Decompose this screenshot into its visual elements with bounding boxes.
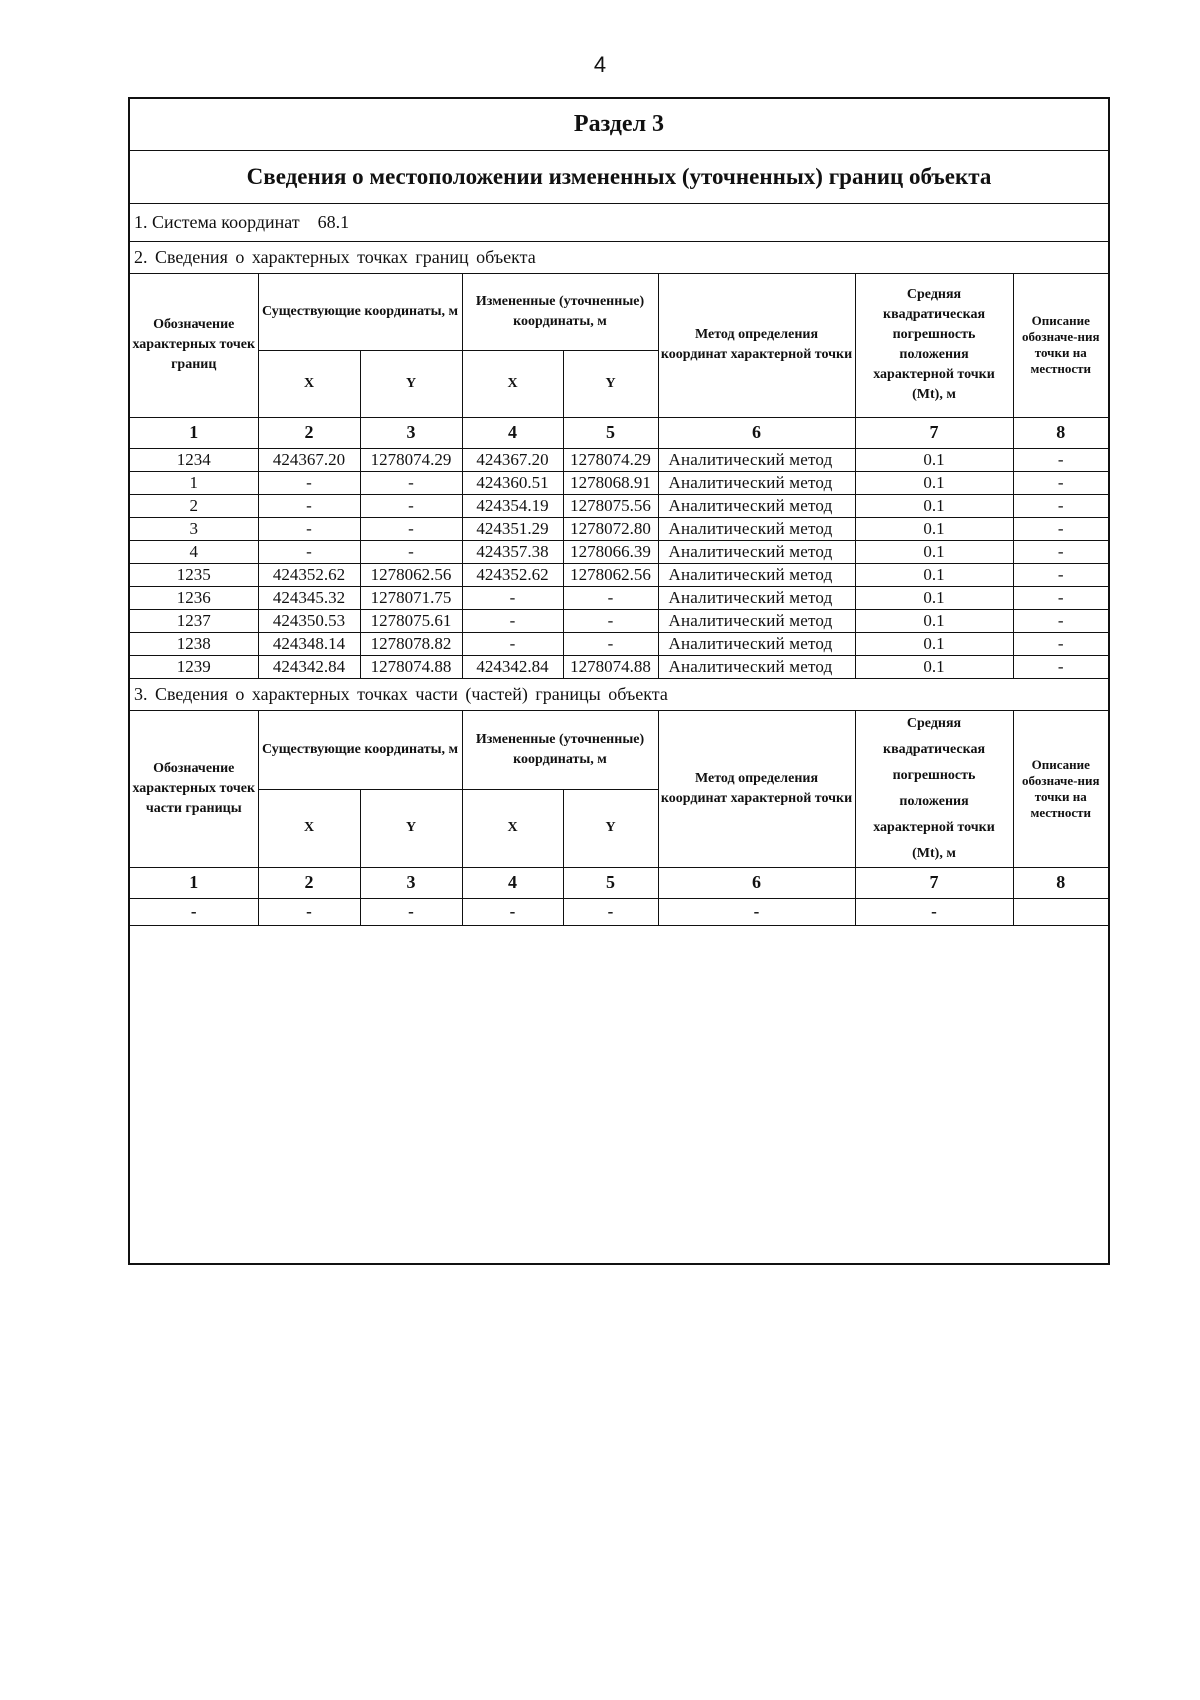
table-cell: 1235 [130, 563, 258, 586]
table-cell: 0.1 [855, 632, 1013, 655]
column-number: 3 [360, 417, 462, 448]
column-number-row [130, 417, 1108, 448]
table-row [130, 540, 1108, 563]
table-cell: 424345.32 [258, 586, 360, 609]
table-cell: 1278066.39 [563, 540, 658, 563]
header-point-description: Описание обозначе-ния точки на местности [1013, 711, 1108, 868]
table-row [130, 609, 1108, 632]
table-cell: 1278074.88 [360, 655, 462, 678]
section2-title: 2. Сведения о характерных точках границ объекта [130, 242, 1108, 274]
method-cell: - [658, 898, 855, 925]
table-cell: 1278062.56 [360, 563, 462, 586]
table-cell: - [1013, 632, 1108, 655]
column-number: 2 [258, 417, 360, 448]
header-existing-coords: Существующие координаты, м [258, 274, 462, 350]
header-existing-coords: Существующие координаты, м [258, 711, 462, 790]
table-cell: 424348.14 [258, 632, 360, 655]
header-point-designation: Обозначение характерных точек границ [130, 274, 258, 417]
method-cell: Аналитический метод [658, 471, 855, 494]
table-cell: 1278068.91 [563, 471, 658, 494]
method-cell: Аналитический метод [658, 609, 855, 632]
table-cell: 0.1 [855, 586, 1013, 609]
column-number: 8 [1013, 417, 1108, 448]
table-row [130, 898, 1108, 925]
column-number: 7 [855, 867, 1013, 898]
table-cell: - [1013, 563, 1108, 586]
section3-title: 3. Сведения о характерных точках части (частей) границы объекта [130, 679, 1108, 711]
table-cell: 424342.84 [258, 655, 360, 678]
header-mean-error: Средняя квадратическая погрешность положения характерной точки (Mt), м [855, 711, 1013, 868]
document-frame [128, 97, 1110, 1265]
table-cell: 4 [130, 540, 258, 563]
table-cell: 424367.20 [258, 448, 360, 471]
column-number-row [130, 867, 1108, 898]
table-cell: 0.1 [855, 517, 1013, 540]
header-x: X [462, 350, 563, 417]
table-cell: - [1013, 586, 1108, 609]
method-cell: Аналитический метод [658, 494, 855, 517]
part-boundary-points-table [130, 711, 1108, 926]
table-cell: - [360, 517, 462, 540]
table-cell: 424360.51 [462, 471, 563, 494]
table-cell: 1278072.80 [563, 517, 658, 540]
header-x: X [258, 790, 360, 867]
method-cell: Аналитический метод [658, 632, 855, 655]
table-cell: 0.1 [855, 563, 1013, 586]
table-cell: - [258, 517, 360, 540]
boundary-points-table [130, 274, 1108, 679]
table-cell: - [1013, 471, 1108, 494]
coordinate-system-label: 1. Система координат [134, 212, 300, 232]
table-cell: 1238 [130, 632, 258, 655]
column-number: 4 [462, 417, 563, 448]
header-y: Y [360, 790, 462, 867]
table-cell: 424352.62 [462, 563, 563, 586]
method-cell: Аналитический метод [658, 563, 855, 586]
header-method: Метод определения координат характерной точки [658, 711, 855, 868]
header-method: Метод определения координат характерной точки [658, 274, 855, 417]
method-cell: Аналитический метод [658, 448, 855, 471]
table-cell: - [258, 898, 360, 925]
table-cell: - [563, 632, 658, 655]
table-cell: 1237 [130, 609, 258, 632]
table-cell: - [1013, 494, 1108, 517]
column-number: 5 [563, 867, 658, 898]
table-cell: 424350.53 [258, 609, 360, 632]
table-cell: 3 [130, 517, 258, 540]
table-cell: - [462, 609, 563, 632]
header-x: X [462, 790, 563, 867]
method-cell: Аналитический метод [658, 586, 855, 609]
table-cell: 424351.29 [462, 517, 563, 540]
column-number: 2 [258, 867, 360, 898]
column-number: 5 [563, 417, 658, 448]
table-cell: - [258, 494, 360, 517]
header-y: Y [360, 350, 462, 417]
table-cell: 2 [130, 494, 258, 517]
table-cell: - [563, 586, 658, 609]
table-cell: 0.1 [855, 494, 1013, 517]
column-number: 6 [658, 417, 855, 448]
table-cell: 0.1 [855, 609, 1013, 632]
method-cell: Аналитический метод [658, 655, 855, 678]
table-cell: 1236 [130, 586, 258, 609]
table-cell: 424354.19 [462, 494, 563, 517]
header-mean-error: Средняя квадратическая погрешность положения характерной точки (Mt), м [855, 274, 1013, 417]
table-row [130, 448, 1108, 471]
table-cell: - [130, 898, 258, 925]
table-cell: - [1013, 655, 1108, 678]
table-cell: 0.1 [855, 448, 1013, 471]
table-cell: - [360, 540, 462, 563]
column-number: 1 [130, 417, 258, 448]
table-cell: - [360, 494, 462, 517]
column-number: 6 [658, 867, 855, 898]
table-cell: 1278074.29 [563, 448, 658, 471]
table-cell: 424352.62 [258, 563, 360, 586]
table-cell: - [258, 471, 360, 494]
header-point-designation: Обозначение характерных точек части границы [130, 711, 258, 868]
blank-area [130, 926, 1108, 1270]
column-number: 7 [855, 417, 1013, 448]
table-row [130, 517, 1108, 540]
table-cell: - [462, 898, 563, 925]
table-cell: - [360, 898, 462, 925]
table-cell: 1278062.56 [563, 563, 658, 586]
table-cell: - [360, 471, 462, 494]
table-row [130, 655, 1108, 678]
table-cell: 1278074.29 [360, 448, 462, 471]
table-cell: 1 [130, 471, 258, 494]
section-subtitle: Сведения о местоположении измененных (уточненных) границ объекта [130, 151, 1108, 204]
table-cell: - [462, 586, 563, 609]
column-number: 4 [462, 867, 563, 898]
table-cell: - [1013, 448, 1108, 471]
column-number: 1 [130, 867, 258, 898]
header-changed-coords: Измененные (уточненные) координаты, м [462, 711, 658, 790]
table-cell: 1278071.75 [360, 586, 462, 609]
table-cell: 0.1 [855, 471, 1013, 494]
coordinate-system-value: 68.1 [317, 212, 350, 232]
header-changed-coords: Измененные (уточненные) координаты, м [462, 274, 658, 350]
column-number: 8 [1013, 867, 1108, 898]
table-cell: 1278075.56 [563, 494, 658, 517]
table-cell: 1234 [130, 448, 258, 471]
table-row [130, 494, 1108, 517]
table-cell: - [563, 609, 658, 632]
header-x: X [258, 350, 360, 417]
table-cell: - [462, 632, 563, 655]
method-cell: Аналитический метод [658, 517, 855, 540]
table-cell: 1278078.82 [360, 632, 462, 655]
table-row [130, 471, 1108, 494]
table-cell: - [855, 898, 1013, 925]
section-title: Раздел 3 [130, 99, 1108, 151]
table-cell: - [1013, 540, 1108, 563]
table-cell: - [563, 898, 658, 925]
table-cell: 0.1 [855, 655, 1013, 678]
table-row [130, 563, 1108, 586]
table-cell: 424367.20 [462, 448, 563, 471]
header-point-description: Описание обозначе-ния точки на местности [1013, 274, 1108, 417]
table-row [130, 632, 1108, 655]
method-cell: Аналитический метод [658, 540, 855, 563]
header-y: Y [563, 350, 658, 417]
table-cell: 1239 [130, 655, 258, 678]
page-number: 4 [593, 52, 607, 77]
table-cell [1013, 898, 1108, 925]
table-cell: - [1013, 517, 1108, 540]
header-y: Y [563, 790, 658, 867]
table-cell: - [1013, 609, 1108, 632]
table-cell: - [258, 540, 360, 563]
table-cell: 424342.84 [462, 655, 563, 678]
table-cell: 424357.38 [462, 540, 563, 563]
coordinate-system-row [130, 204, 1108, 242]
table-cell: 1278075.61 [360, 609, 462, 632]
table-cell: 1278074.88 [563, 655, 658, 678]
table-row [130, 586, 1108, 609]
column-number: 3 [360, 867, 462, 898]
table-cell: 0.1 [855, 540, 1013, 563]
